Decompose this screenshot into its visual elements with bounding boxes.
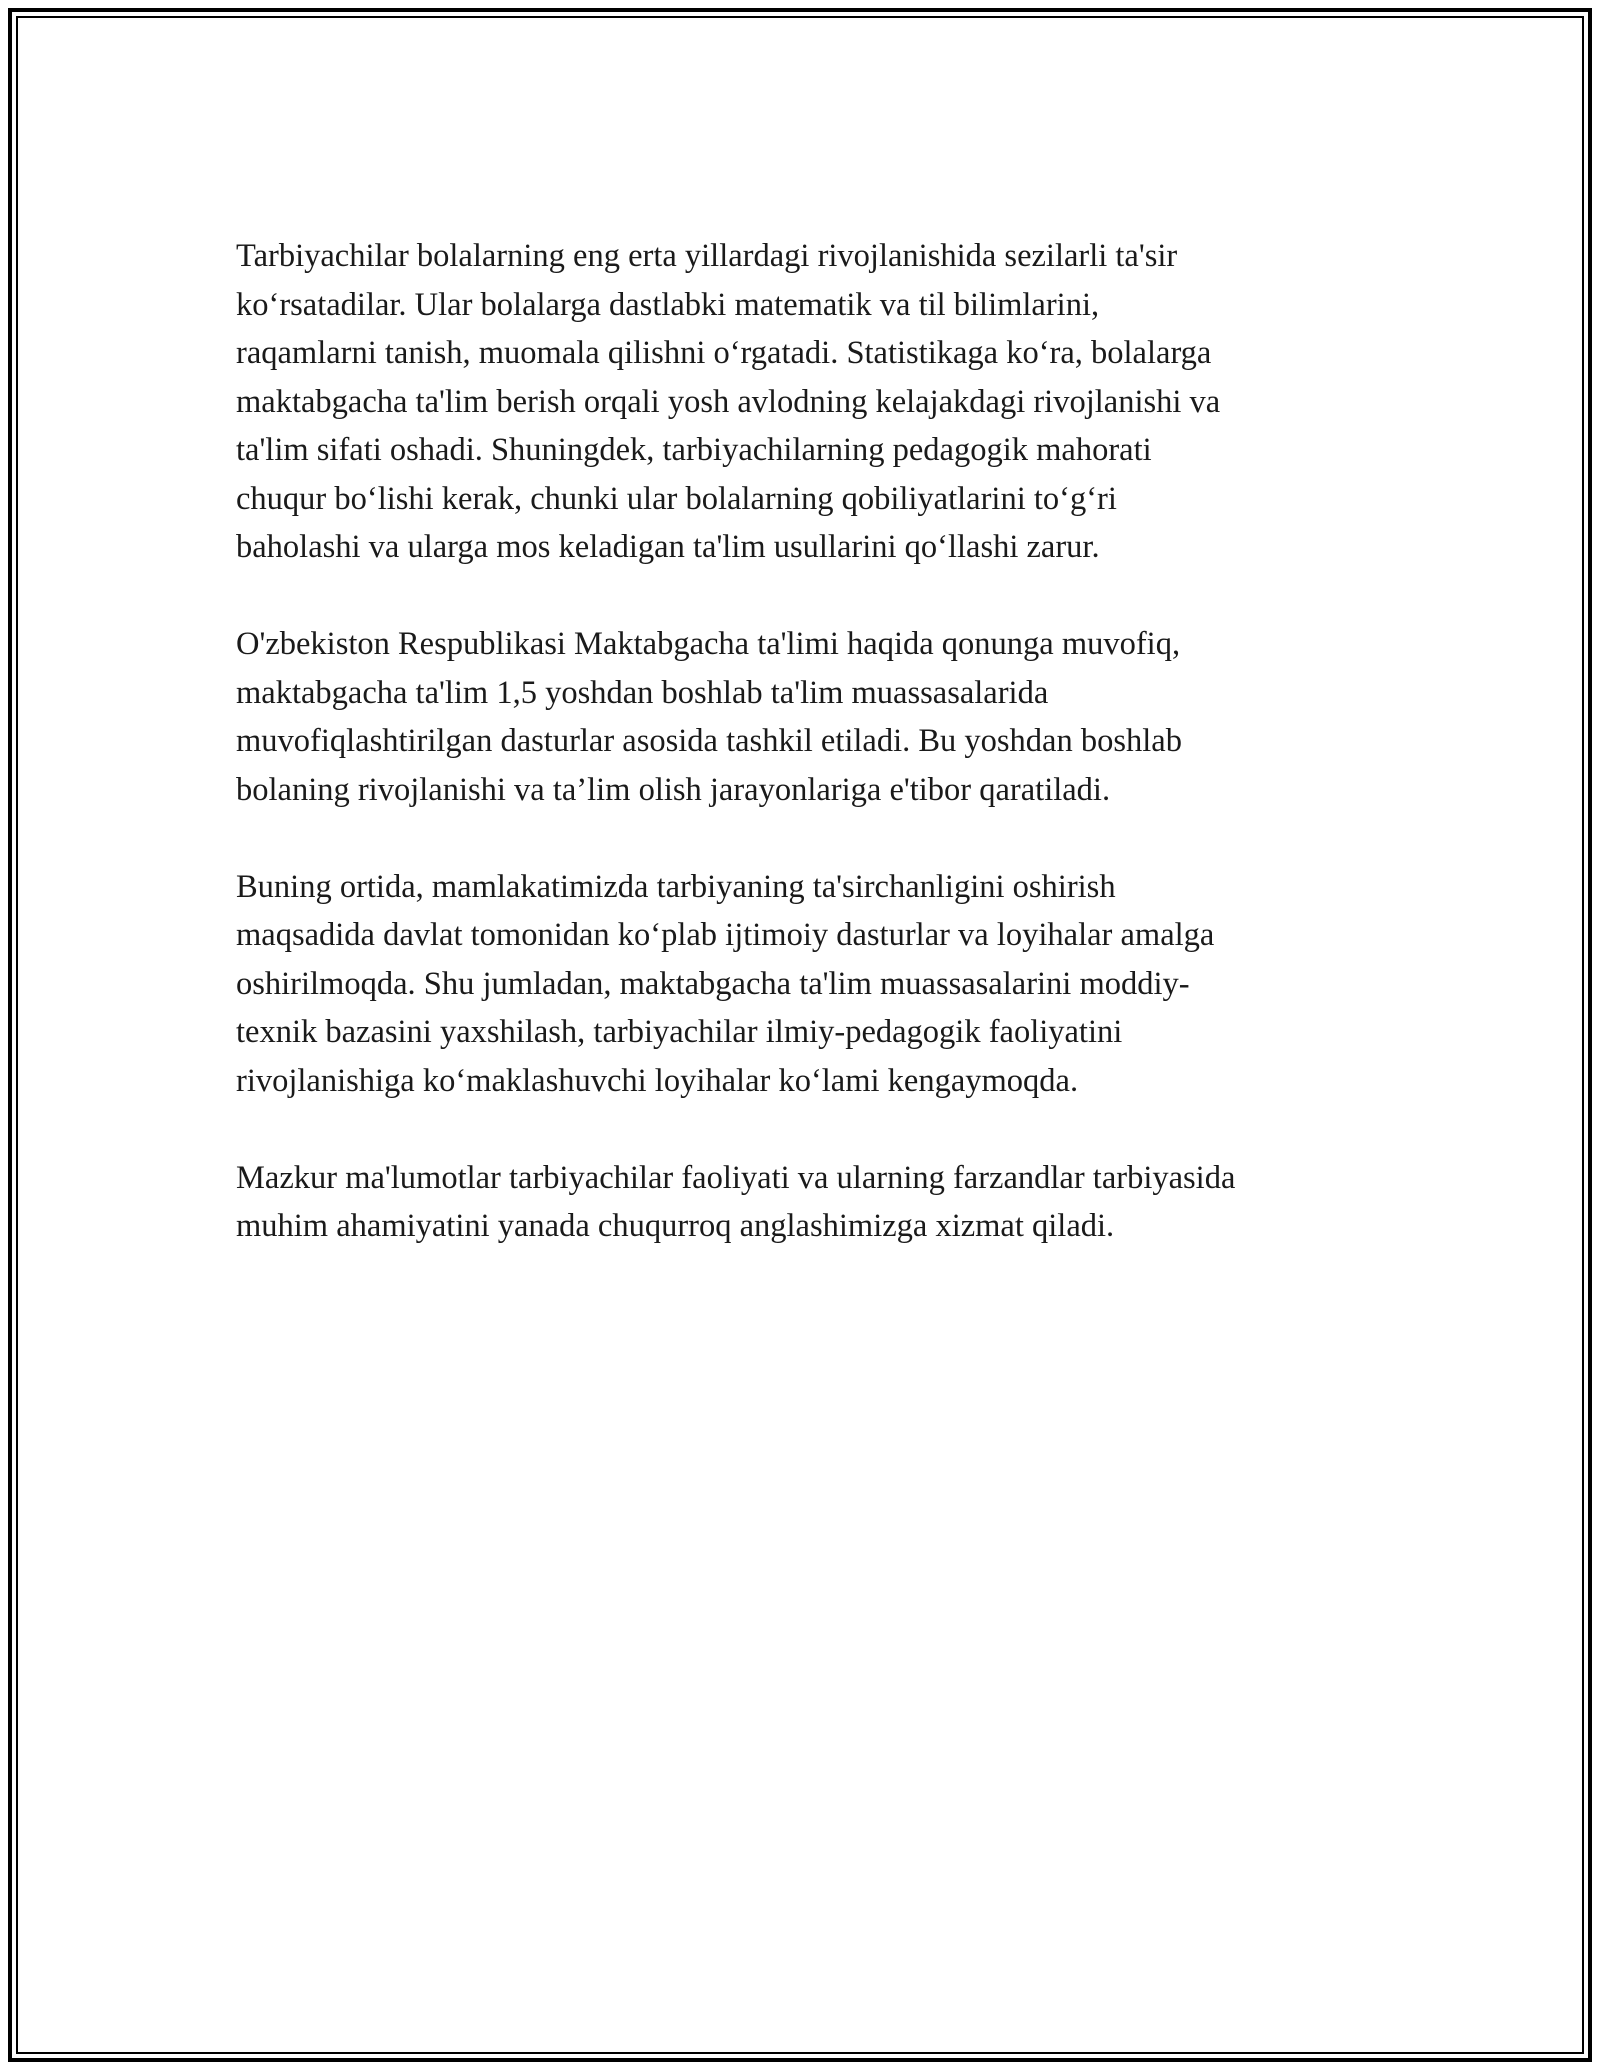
- paragraph-4: Mazkur ma'lumotlar tarbiyachilar faoliyati va ularning farzandlar tarbiyasida muhim ahamiyatini yanada chuqurroq anglashimizga xizmat qiladi.: [236, 1159, 1236, 1244]
- paragraph-1: Tarbiyachilar bolalarning eng erta yillardagi rivojlanishida sezilarli ta'sir ko‘rsatadilar. Ular bolalarga dastlabki matematik va til bilimlarini, raqamlarni tanish, muomala qilishni o‘rgatadi. Statistikaga ko‘ra, bolalarga maktabgacha ta'lim berish orqali yosh avlodning kelajakdagi rivojlanishi va ta'lim sifati oshadi. Shuningdek, tarbiyachilarning pedagogik mahorati chuqur bo‘lishi kerak, chunki ular bolalarning qobiliyatlarini to‘g‘ri baholashi va ularga mos keladigan ta'lim usullarini qo‘llashi zarur.: [236, 238, 1221, 565]
- document-body: [236, 232, 1376, 1299]
- paragraph-3: Buning ortida, mamlakatimizda tarbiyaning ta'sirchanligini oshirish maqsadida davlat tomonidan ko‘plab ijtimoiy dasturlar va loyihalar amalga oshirilmoqda. Shu jumladan, maktabgacha ta'lim muassasalarini moddiy- texnik bazasini yaxshilash, tarbiyachilar ilmiy-pedagogik faoliyatini rivojlanishiga ko‘maklashuvchi loyihalar ko‘lami kengaymoqda.: [236, 868, 1215, 1099]
- paragraph-2: O'zbekiston Respublikasi Maktabgacha ta'limi haqida qonunga muvofiq, maktabgacha ta'lim 1,5 yoshdan boshlab ta'lim muassasalarida muvofiqlashtirilgan dasturlar asosida tashkil etiladi. Bu yoshdan boshlab bolaning rivojlanishi va ta’lim olish jarayonlariga e'tibor qaratiladi.: [236, 626, 1182, 808]
